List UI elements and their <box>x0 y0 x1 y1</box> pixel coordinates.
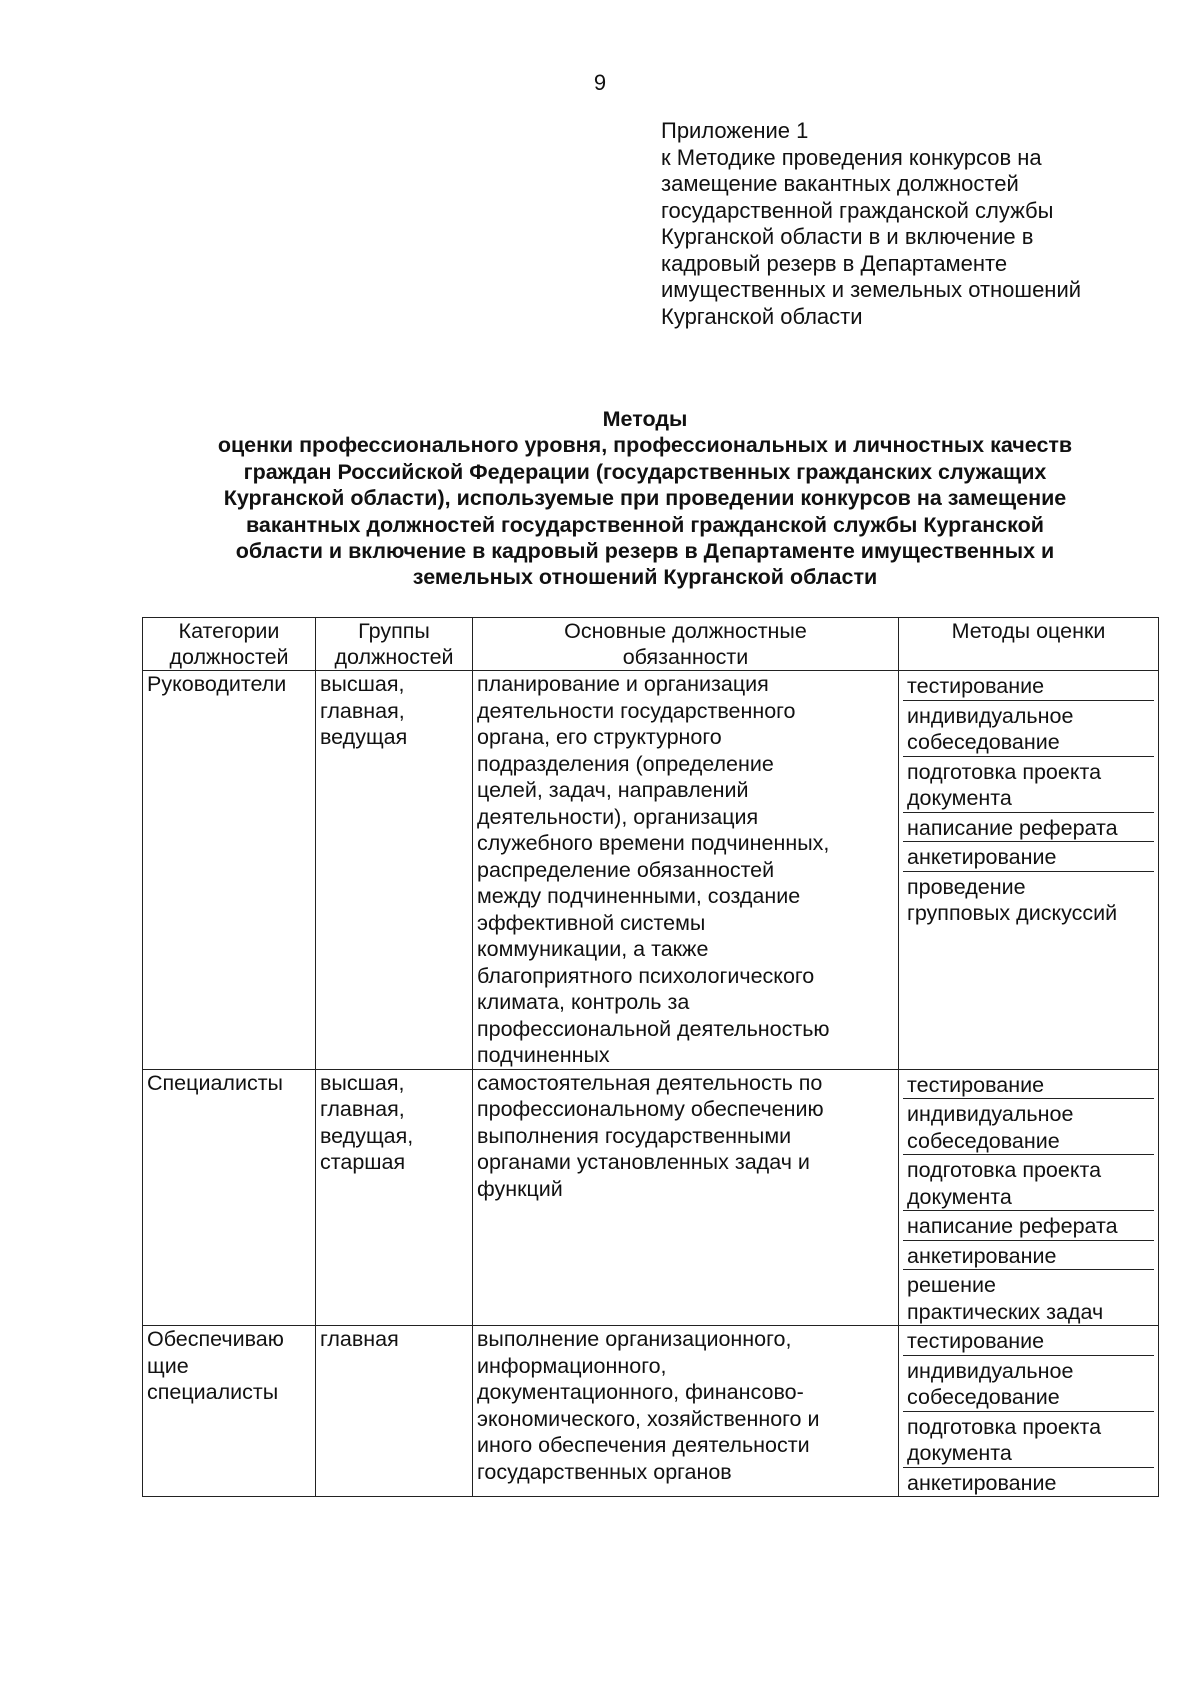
method-item <box>903 842 1154 872</box>
duties-cell-line: благоприятного психологического <box>477 963 815 988</box>
method-item <box>903 1155 1154 1211</box>
category-cell-line: Специалисты <box>147 1070 284 1095</box>
groups-cell <box>316 671 473 1070</box>
methods-cell <box>899 1069 1159 1326</box>
method-line: написание реферата <box>907 1214 1118 1238</box>
appendix-line: Курганской области <box>661 303 863 329</box>
category-cell <box>143 1069 316 1326</box>
method-line: решение <box>907 1273 996 1297</box>
method-item <box>903 671 1154 701</box>
method-item <box>903 813 1154 843</box>
method-line: документа <box>907 786 1012 810</box>
duties-cell-line: профессиональному обеспечению <box>477 1097 824 1121</box>
method-item <box>903 1241 1154 1271</box>
category-cell-line: щие <box>147 1353 189 1378</box>
appendix-line: Курганской области в и включение в <box>661 224 1034 249</box>
method-item <box>903 1468 1154 1497</box>
method-item <box>903 701 1154 757</box>
table-row <box>143 671 1159 1070</box>
duties-cell-line: функций <box>477 1176 563 1201</box>
category-cell-line: специалисты <box>147 1380 279 1404</box>
method-line: подготовка проекта <box>907 759 1102 784</box>
duties-cell-line: выполнение организационного, <box>477 1327 792 1351</box>
methods-cell <box>899 671 1159 1070</box>
method-line: документа <box>907 1441 1012 1465</box>
appendix-line: замещение вакантных должностей <box>661 171 1019 196</box>
duties-cell-line: профессиональной деятельностью <box>477 1016 830 1041</box>
duties-cell-line: подразделения (определение <box>477 751 774 776</box>
groups-cell-line: главная <box>320 1327 399 1351</box>
method-line: проведение <box>907 874 1026 899</box>
method-item <box>903 1270 1154 1325</box>
method-line: подготовка проекта <box>907 1414 1102 1439</box>
method-line: анкетирование <box>907 1243 1057 1268</box>
method-line: тестирование <box>907 1072 1045 1097</box>
appendix-header <box>661 118 1161 330</box>
header-duties <box>473 618 899 671</box>
table-header-row <box>143 618 1159 671</box>
method-line: собеседование <box>907 1128 1060 1153</box>
method-item <box>903 1070 1154 1100</box>
duties-cell-line: экономического, хозяйственного и <box>477 1406 820 1431</box>
title-line: вакантных должностей государственной гражданской службы Курганской <box>246 512 1044 537</box>
duties-cell-line: документационного, финансово- <box>477 1380 804 1404</box>
duties-cell-line: целей, задач, направлений <box>477 778 749 802</box>
duties-cell-line: иного обеспечения деятельности <box>477 1433 810 1457</box>
title-line: Методы <box>602 407 688 431</box>
duties-cell <box>473 1069 899 1326</box>
duties-cell-line: деятельности), организация <box>477 804 759 829</box>
methods-table <box>142 617 1159 1497</box>
method-line: анкетирование <box>907 845 1057 869</box>
method-line: индивидуальное <box>907 1358 1074 1383</box>
method-line: тестирование <box>907 1329 1045 1353</box>
method-line: написание реферата <box>907 815 1118 840</box>
method-line: анкетирование <box>907 1470 1057 1495</box>
method-line: индивидуальное <box>907 1102 1074 1126</box>
method-item <box>903 872 1154 927</box>
page-number: 9 <box>593 70 607 95</box>
header-methods <box>899 618 1159 671</box>
method-line: индивидуальное <box>907 703 1074 728</box>
duties-cell-line: самостоятельная деятельность по <box>477 1070 823 1095</box>
method-item <box>903 1326 1154 1356</box>
groups-cell <box>316 1069 473 1326</box>
method-line: групповых дискуссий <box>907 901 1118 925</box>
title-line: граждан Российской Федерации (государственных гражданских служащих <box>243 459 1047 484</box>
method-line: практических задач <box>907 1299 1104 1324</box>
duties-cell-line: органами установленных задач и <box>477 1150 810 1174</box>
duties-cell-line: деятельности государственного <box>477 698 796 723</box>
method-item <box>903 1412 1154 1468</box>
table-row <box>143 1326 1159 1497</box>
duties-cell-line: выполнения государственными <box>477 1123 792 1148</box>
category-cell <box>143 1326 316 1497</box>
groups-cell-line: высшая, <box>320 1070 405 1095</box>
table-body <box>143 671 1159 1497</box>
header-line: должностей <box>169 645 289 669</box>
method-item <box>903 1099 1154 1155</box>
title-line: оценки профессионального уровня, профессиональных и личностных качеств <box>217 433 1073 458</box>
appendix-line: государственной гражданской службы <box>661 197 1054 223</box>
method-line: собеседование <box>907 730 1060 754</box>
duties-cell-line: климата, контроль за <box>477 990 690 1014</box>
duties-cell-line: органа, его структурного <box>477 725 722 749</box>
duties-cell-line: коммуникации, а также <box>477 937 709 961</box>
duties-cell <box>473 1326 899 1497</box>
duties-cell-line: служебного времени подчиненных, <box>477 831 830 855</box>
header-categories <box>143 618 316 671</box>
header-line: должностей <box>334 645 454 669</box>
category-cell-line: Руководители <box>147 672 287 696</box>
duties-cell-line: эффективной системы <box>477 910 706 935</box>
title-line: области и включение в кадровый резерв в Департаменте имущественных и <box>235 539 1055 564</box>
method-line: тестирование <box>907 674 1045 698</box>
duties-cell-line: информационного, <box>477 1353 667 1378</box>
duties-cell-line: подчиненных <box>477 1043 610 1067</box>
table-row <box>143 1069 1159 1326</box>
header-line: Методы оценки <box>951 619 1106 643</box>
method-line: документа <box>907 1184 1012 1209</box>
category-cell-line: Обеспечиваю <box>147 1327 284 1351</box>
method-line: подготовка проекта <box>907 1158 1102 1182</box>
duties-cell <box>473 671 899 1070</box>
appendix-line: имущественных и земельных отношений <box>661 277 1082 302</box>
method-item <box>903 1211 1154 1241</box>
header-line: Группы <box>358 619 430 643</box>
header-line: обязанности <box>622 645 749 669</box>
appendix-line: Приложение 1 <box>661 118 809 143</box>
category-cell <box>143 671 316 1070</box>
method-line: собеседование <box>907 1385 1060 1409</box>
duties-cell-line: между подчиненными, создание <box>477 884 801 908</box>
header-line: Основные должностные <box>564 619 807 643</box>
method-item <box>903 757 1154 813</box>
groups-cell-line: ведущая <box>320 725 408 749</box>
document-title <box>130 406 1160 591</box>
appendix-line: к Методике проведения конкурсов на <box>661 144 1042 170</box>
methods-cell <box>899 1326 1159 1497</box>
header-line: Категории <box>178 619 280 643</box>
appendix-line: кадровый резерв в Департаменте <box>661 250 1008 276</box>
title-line: земельных отношений Курганской области <box>412 565 878 590</box>
groups-cell-line: старшая <box>320 1150 406 1174</box>
groups-cell-line: главная, <box>320 698 405 723</box>
title-line: Курганской области), используемые при проведении конкурсов на замещение <box>223 486 1067 511</box>
method-item <box>903 1356 1154 1412</box>
duties-cell-line: государственных органов <box>477 1459 732 1484</box>
duties-cell-line: планирование и организация <box>477 672 769 696</box>
groups-cell-line: главная, <box>320 1097 405 1121</box>
groups-cell <box>316 1326 473 1497</box>
groups-cell-line: ведущая, <box>320 1123 414 1148</box>
groups-cell-line: высшая, <box>320 672 405 696</box>
header-groups <box>316 618 473 671</box>
duties-cell-line: распределение обязанностей <box>477 857 775 882</box>
